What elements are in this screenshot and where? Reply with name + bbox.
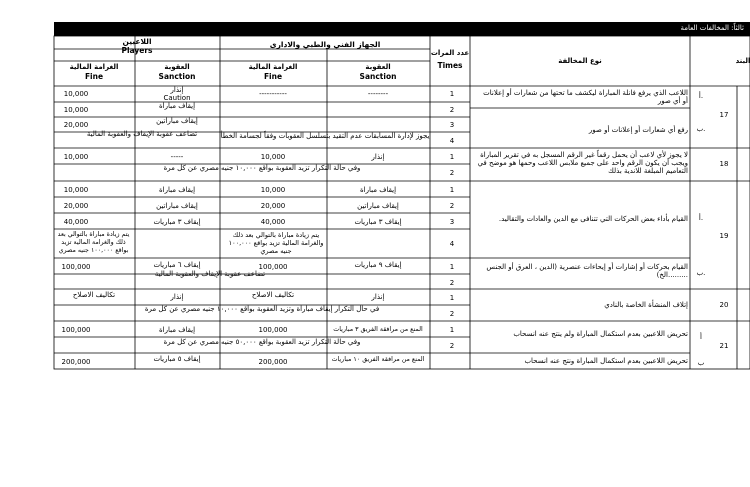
times-header-ar: عدد المرات <box>430 49 470 57</box>
item-number-20: 20 <box>719 301 729 309</box>
staff-fine-cell: 100,000 <box>258 326 288 334</box>
note-17-staff: يجوز لإدارة المسابقات عدم التقيد بتسلسل العقوبات وفقاً لجسامة الخطأ <box>220 132 430 140</box>
violation-19b: القيام بحركات أو إشارات أو إيحاءات عنصرية (الدين ، العرق أو الجنس .........الخ) <box>486 263 688 279</box>
player-fine-cell: 200,000 <box>61 358 91 366</box>
staff-sanction-cell: المنع من مرافقة الفريق ١٠ مباريات <box>331 356 425 363</box>
player-fine-cell: 20,000 <box>63 121 89 129</box>
player-sanction-cell: إيقاف ٥ مباريات <box>153 355 201 363</box>
staff-sanction-cell: -------- <box>367 90 389 98</box>
violation-20: إتلاف المنشأة الخاصة بالنادي <box>604 301 688 309</box>
times-value: 3 <box>449 121 455 129</box>
staff-header: الجهاز الفني والطبي والاداري <box>269 40 381 49</box>
staff-fine-cell: 40,000 <box>260 218 286 226</box>
staff-fine-cell: تكاليف الاصلاح <box>251 291 295 299</box>
item-number-19: 19 <box>719 232 729 240</box>
player-escalation-note: يتم زيادة مباراة بالتوالي بعد ذلك والغرامة المالية تزيد بواقع ١٠٠,٠٠٠ جنيه مصري <box>57 231 130 254</box>
times-value: 2 <box>449 342 455 350</box>
sub-label: ب <box>697 359 705 367</box>
player-sanction-cell: إيقاف مباراة <box>158 326 196 334</box>
sub-label: أ. <box>698 214 704 222</box>
item-number-18: 18 <box>719 160 729 168</box>
times-value: 1 <box>449 263 455 271</box>
item-header: البند <box>735 57 750 65</box>
times-value: 1 <box>449 294 455 302</box>
staff-sanction-cell: إنذار <box>371 293 385 301</box>
sub-label: أ. <box>698 92 704 100</box>
times-value: 4 <box>449 240 455 248</box>
violation-17a: اللاعب الذي يرفع فانلة المباراة ليكشف ما تحتها من شعارات أو إعلانات أو أي صور <box>483 89 688 105</box>
violation-type-header: نوع المخالفة <box>558 57 602 65</box>
note-19: تضاعف عقوبة الإيقاف والعقوبة المالية <box>154 270 266 278</box>
player-fine-cell: 100,000 <box>61 326 91 334</box>
times-value: 1 <box>449 326 455 334</box>
item-number-21: 21 <box>719 342 729 350</box>
staff-fine-cell: 200,000 <box>258 358 288 366</box>
player-sanction-cell: Caution <box>163 94 191 102</box>
player-fine-header-en: Fine <box>84 72 104 81</box>
player-fine-cell: 10,000 <box>63 153 89 161</box>
player-sanction-cell: إيقاف مباراة <box>158 186 196 194</box>
violation-19a: القيام بأداء بعض الحركات التي تتنافى مع الدين والعادات والتقاليد. <box>498 215 688 223</box>
player-fine-cell: 20,000 <box>63 202 89 210</box>
note-20: في حال التكرار إيقاف مباراة وتزيد العقوبة بواقع ١٠,٠٠٠ جنيه مصري عن كل مرة <box>144 305 380 313</box>
player-sanction-cell: إيقاف ٣ مباريات <box>153 218 201 226</box>
staff-fine-cell: 10,000 <box>260 153 286 161</box>
times-value: 2 <box>449 202 455 210</box>
item-number-17: 17 <box>719 111 729 119</box>
player-sanction-cell: إيقاف مباراة <box>158 102 196 110</box>
player-sanction-cell: ----- <box>170 153 184 161</box>
player-sanction-cell: إيقاف مباراتين <box>156 202 198 210</box>
player-sanction-header-en: Sanction <box>158 72 196 81</box>
players-header-ar: اللاعبين <box>122 37 152 46</box>
staff-sanction-header-ar: العقوبة <box>365 63 391 71</box>
player-fine-cell: 100,000 <box>61 263 91 271</box>
staff-fine-cell: 10,000 <box>260 186 286 194</box>
times-value: 4 <box>449 137 455 145</box>
violation-21a: تحريض اللاعبين بعدم استكمال المباراة ولم ينتج عنه انسحاب <box>513 330 688 338</box>
staff-fine-header-ar: الغرامة المالية <box>248 63 298 71</box>
sub-label: أ <box>700 333 702 341</box>
times-value: 2 <box>449 279 455 287</box>
staff-sanction-cell: إنذار <box>371 153 385 161</box>
staff-sanction-cell: إيقاف ٩ مباريات <box>354 261 402 269</box>
times-value: 2 <box>449 310 455 318</box>
violation-18: لا يجوز لأي لاعب أن يحمل رقماً غير الرقم المسجل به في تقرير المباراة ويجب أن يكون الرقم واحد على جميع ملابس اللاعب وحمها هو موضح في التعاميم المبلغة للاندية بذلك <box>477 151 688 175</box>
section-title: ثالثاً: المخالفات العامة <box>680 24 744 32</box>
times-value: 1 <box>449 153 455 161</box>
player-sanction-cell: إنذار <box>170 86 184 94</box>
staff-sanction-header-en: Sanction <box>359 72 397 81</box>
note-21: وفي حالة التكرار تزيد العقوبة بواقع ٥٠,٠٠٠ جنيه مصري عن كل مرة <box>163 338 361 346</box>
sub-label: ب. <box>696 125 706 133</box>
staff-sanction-cell: إيقاف ٣ مباريات <box>354 218 402 226</box>
staff-sanction-cell: المنع من مرافقة الفريق ٣ مباريات <box>333 326 423 333</box>
times-header-en: Times <box>437 61 463 70</box>
times-value: 1 <box>449 90 455 98</box>
staff-sanction-cell: إيقاف مباراتين <box>357 202 399 210</box>
times-value: 2 <box>449 169 455 177</box>
player-fine-cell: 10,000 <box>63 90 89 98</box>
player-fine-cell: تكاليف الاصلاح <box>72 291 116 299</box>
note-18: وفي حالة التكرار تزيد العقوبة بواقع ١٠,٠٠٠ جنيه مصري عن كل مرة <box>163 164 361 172</box>
note-17-players: تضاعف عقوبة الإيقاف والعقوبة المالية <box>86 130 198 138</box>
violation-21b: تحريض اللاعبين بعدم استكمال المباراة ونتج عنه انسحاب <box>524 357 688 365</box>
staff-sanction-cell: إيقاف مباراة <box>359 186 397 194</box>
staff-fine-cell: ----------- <box>259 90 287 98</box>
times-value: 1 <box>449 186 455 194</box>
player-fine-cell: 40,000 <box>63 218 89 226</box>
player-sanction-cell: إيقاف مباراتين <box>156 117 198 125</box>
players-header-en: Players <box>121 46 153 55</box>
staff-fine-cell: 100,000 <box>258 263 288 271</box>
times-value: 3 <box>449 218 455 226</box>
player-sanction-header-ar: العقوبة <box>164 63 190 71</box>
player-fine-cell: 10,000 <box>63 186 89 194</box>
player-sanction-cell: إيقاف ٦ مباريات <box>153 261 201 269</box>
player-fine-cell: 10,000 <box>63 106 89 114</box>
times-value: 2 <box>449 106 455 114</box>
staff-fine-header-en: Fine <box>263 72 283 81</box>
staff-escalation-note: يتم زيادة مباراة بالتوالي بعد ذلك والغرامة المالية تزيد بواقع ١٠٠,٠٠٠ جنيه مصري <box>228 231 324 255</box>
player-sanction-cell: إنذار <box>170 293 184 301</box>
sub-label: ب. <box>696 269 706 277</box>
player-fine-header-ar: الغرامة المالية <box>69 63 119 71</box>
violation-17b: رفع أي شعارات أو إعلانات أو صور <box>588 126 688 134</box>
staff-fine-cell: 20,000 <box>260 202 286 210</box>
